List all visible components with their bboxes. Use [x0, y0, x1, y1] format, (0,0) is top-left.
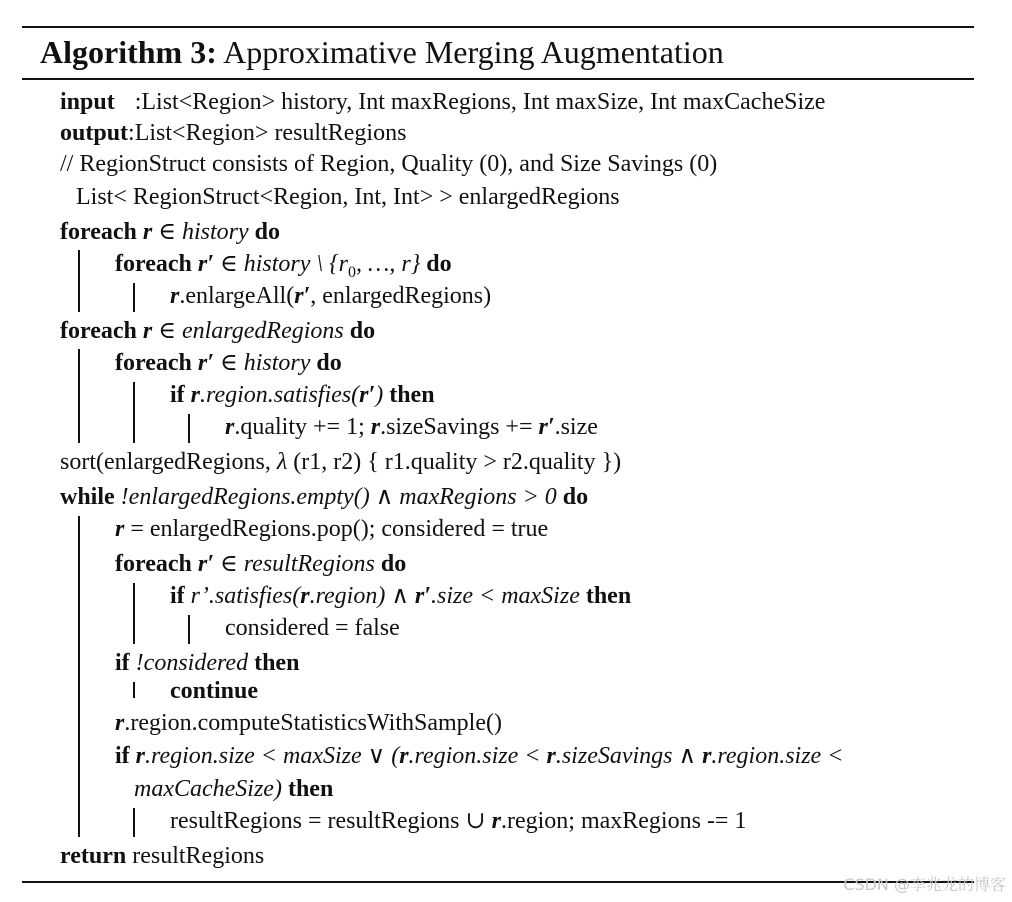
set-history: history — [243, 350, 311, 376]
foreach-result-scope-bar — [133, 583, 135, 644]
var-r: r — [370, 414, 381, 440]
quality-inc: .quality += 1; — [234, 414, 371, 440]
cond-a: .region.size < maxSize ∨ ( — [145, 743, 400, 769]
loop2-scope-bar — [78, 349, 80, 443]
cond-a: r’.satisfies( — [190, 583, 301, 609]
while-scope-bar — [78, 516, 80, 837]
kw-foreach: foreach — [115, 251, 192, 277]
kw-if: if — [170, 583, 185, 609]
algorithm-title — [40, 32, 724, 72]
output-text: List<Region> resultRegions — [134, 120, 407, 146]
kw-then: then — [254, 650, 300, 676]
var-r: r — [399, 743, 409, 769]
watermark: CSDN @李兆龙的博客 — [843, 875, 1006, 894]
while-condition: !enlargedRegions.empty() ∧ maxRegions > 0 — [120, 484, 557, 510]
if-size-line — [115, 741, 843, 771]
set-history: history — [181, 219, 249, 245]
compute-call: .region.computeStatisticsWithSample() — [124, 710, 502, 736]
quality-update-line — [225, 412, 598, 442]
var-r: r — [142, 318, 153, 344]
kw-while: while — [60, 484, 115, 510]
kw-continue: continue — [170, 678, 259, 704]
cond-b: .region.size < — [408, 743, 547, 769]
kw-foreach: foreach — [60, 219, 137, 245]
cond-cont: maxCacheSize) — [134, 776, 282, 802]
foreach-history-line — [60, 217, 280, 247]
foreach-enlarged-line — [60, 316, 375, 346]
set-rest: , …, r} — [356, 251, 421, 277]
var-r-prime: r′ — [197, 350, 214, 376]
kw-then: then — [287, 776, 334, 802]
cond-b: .region) ∧ — [309, 583, 415, 609]
enlarge-end: , enlargedRegions) — [310, 283, 492, 309]
output-line — [60, 118, 406, 148]
kw-foreach: foreach — [60, 318, 137, 344]
declaration-line: List< RegionStruct<Region, Int, Int> > enlargedRegions — [76, 184, 620, 210]
kw-foreach: foreach — [115, 350, 192, 376]
var-r-prime: r′ — [359, 382, 376, 408]
var-r: r — [115, 516, 125, 542]
algorithm-name: Approximative Merging Augmentation — [223, 34, 724, 70]
kw-if: if — [115, 650, 130, 676]
var-r: r — [115, 710, 125, 736]
if-considered-scope-bar — [133, 682, 135, 698]
set-enlarged: enlargedRegions — [181, 318, 344, 344]
var-r: r — [170, 283, 180, 309]
set-history-minus: history \ {r — [243, 251, 349, 277]
loop1-inner-scope-bar — [133, 283, 135, 312]
input-sep: : — [134, 89, 142, 115]
kw-do: do — [562, 484, 589, 510]
set-result: resultRegions — [243, 551, 375, 577]
input-keyword: input — [60, 89, 115, 115]
cond-not-considered: !considered — [135, 650, 249, 676]
bottom-rule — [22, 881, 974, 883]
kw-do: do — [380, 551, 407, 577]
var-r-prime: r′ — [197, 251, 214, 277]
savings-inc: .sizeSavings += — [380, 414, 539, 440]
in-symbol: ∈ — [219, 251, 238, 277]
kw-return: return — [60, 843, 127, 869]
input-line — [60, 87, 825, 117]
input-text: List<Region> history, Int maxRegions, Int maxSize, Int maxCacheSize — [141, 89, 826, 115]
algorithm-label: Algorithm 3: — [40, 34, 217, 70]
if-not-considered-line — [115, 648, 299, 678]
cond-d: .region.size < — [711, 743, 844, 769]
subscript-zero: 0 — [348, 263, 357, 281]
kw-then: then — [585, 583, 632, 609]
enlarge-all-line — [170, 281, 491, 311]
loop1-scope-bar — [78, 250, 80, 312]
kw-if: if — [170, 382, 185, 408]
sort-pre: sort(enlargedRegions, — [60, 449, 277, 475]
var-r: r — [135, 743, 146, 769]
if-size-continuation-line — [134, 774, 333, 804]
comment-line: // RegionStruct consists of Region, Quality (0), and Size Savings (0) — [60, 151, 718, 177]
return-line — [60, 841, 264, 871]
var-r-prime: r′ — [197, 551, 214, 577]
var-r: r — [225, 414, 235, 440]
loop2-inner-scope-bar — [133, 382, 135, 443]
cond-c: .size < maxSize — [431, 583, 580, 609]
cond-satisfies: .region.satisfies( — [200, 382, 360, 408]
foreach-history-2-line — [115, 348, 342, 378]
in-symbol: ∈ — [219, 350, 238, 376]
loop2-if-scope-bar — [188, 414, 190, 443]
if-result-satisfies-line — [170, 581, 631, 611]
foreach-result-line — [115, 549, 406, 579]
var-r: r — [491, 808, 501, 834]
sort-line — [60, 447, 621, 477]
return-value: resultRegions — [132, 843, 265, 869]
in-symbol: ∈ — [158, 219, 176, 245]
title-rule — [22, 78, 974, 80]
kw-do: do — [316, 350, 342, 376]
compute-statistics-line — [115, 708, 502, 738]
pop-statement: = enlargedRegions.pop(); considered = true — [124, 516, 549, 542]
var-r: r — [702, 743, 712, 769]
var-r: r — [190, 382, 201, 408]
while-line — [60, 482, 588, 512]
size-prop: .size — [554, 414, 598, 440]
var-r-prime: r′ — [538, 414, 555, 440]
lambda-symbol: λ — [276, 449, 288, 475]
var-r-prime: r′ — [414, 583, 431, 609]
append-a: resultRegions = resultRegions ∪ — [170, 808, 492, 834]
top-rule — [22, 26, 974, 28]
output-keyword: output — [60, 120, 129, 146]
append-b: .region; maxRegions -= 1 — [500, 808, 747, 834]
cond-c: .sizeSavings ∧ — [555, 743, 703, 769]
kw-then: then — [389, 382, 435, 408]
output-sep: : — [128, 120, 135, 146]
var-r: r — [300, 583, 310, 609]
in-symbol: ∈ — [219, 551, 238, 577]
pop-line — [115, 514, 548, 544]
kw-do: do — [426, 251, 452, 277]
enlarge-call: .enlargeAll( — [179, 283, 295, 309]
kw-foreach: foreach — [115, 551, 192, 577]
kw-if: if — [115, 743, 130, 769]
if-result-scope-bar — [188, 615, 190, 644]
if-size-scope-bar — [133, 808, 135, 837]
result-append-line — [170, 806, 746, 836]
if-satisfies-line — [170, 380, 435, 410]
kw-do: do — [254, 219, 281, 245]
considered-false-line: considered = false — [225, 615, 400, 641]
in-symbol: ∈ — [158, 318, 176, 344]
var-r-prime: r′ — [294, 283, 311, 309]
var-r: r — [546, 743, 556, 769]
cond-end: ) — [375, 382, 384, 408]
continue-line — [170, 676, 258, 706]
sort-post: (r1, r2) { r1.quality > r2.quality }) — [287, 449, 622, 475]
kw-do: do — [349, 318, 376, 344]
var-r: r — [142, 219, 153, 245]
